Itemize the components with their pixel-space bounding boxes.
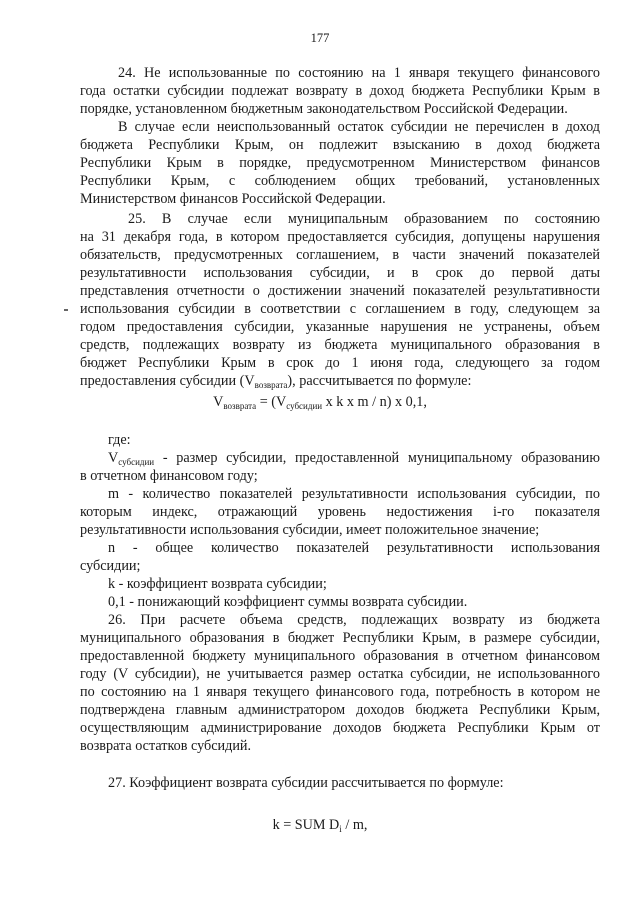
p25-line-3: обязательств, предусмотренных соглашением, в части значений показателей bbox=[80, 247, 600, 263]
p26-line-2: муниципального образования в бюджет Республики Крым, в размере субсидии, bbox=[80, 630, 600, 646]
def-01: 0,1 - понижающий коэффициент суммы возврата субсидии. bbox=[108, 594, 468, 610]
def-k: k - коэффициент возврата субсидии; bbox=[108, 576, 327, 592]
def-m-line-3: результативности использования субсидии, имеет положительное значение; bbox=[80, 522, 540, 538]
p26-line-4: году (V субсидии), не учитывается размер остатка субсидии, не использованного bbox=[80, 666, 600, 682]
p25-line-4: результативности использования субсидии, и в срок до первой даты bbox=[80, 265, 600, 281]
def-v-line-2: в отчетном финансовом году; bbox=[80, 468, 258, 484]
def-v-line-1: $V_{субсидии}$ - размер субсидии, предоставленной муниципальному образованию bbox=[108, 450, 600, 467]
def-n-line-1: n - общее количество показателей результативности использования bbox=[108, 540, 600, 556]
p25-line-7: годом предоставления субсидии, указанные нарушения не устранены, объем bbox=[80, 319, 600, 335]
p26-line-7: осуществляющим администрирование доходов бюджета Республики Крым от bbox=[80, 720, 600, 736]
p26-line-6: подтверждена главным администратором доходов бюджета Республики Крым, bbox=[80, 702, 600, 718]
p25-line-10: предоставления субсидии $(V_{возврата})$, рассчитывается по формуле: bbox=[80, 373, 472, 390]
p25-line-9: бюджет Республики Крым в срок до 1 июня года, следующего за годом bbox=[80, 355, 600, 371]
p24b-line-2: бюджета Республики Крым, он подлежит взысканию в доход бюджета bbox=[80, 137, 600, 153]
p26-line-5: по состоянию на 1 января текущего финансового года, потребность в котором не bbox=[80, 684, 600, 700]
p24-line-1: 24. Не использованные по состоянию на 1 января текущего финансового bbox=[118, 65, 600, 81]
p26-line-1: 26. При расчете объема средств, подлежащих возврату из бюджета bbox=[108, 612, 600, 628]
p25-line-1: 25. В случае если муниципальным образованием по состоянию bbox=[128, 211, 600, 227]
p24b-line-1: В случае если неиспользованный остаток субсидии не перечислен в доход bbox=[118, 119, 600, 135]
margin-mark bbox=[64, 309, 68, 311]
p24-line-2: года остатки субсидии подлежат возврату в доход бюджета Республики Крым в bbox=[80, 83, 600, 99]
p24b-line-5: Министерством финансов Российской Федерации. bbox=[80, 191, 386, 207]
def-m-line-1: m - количество показателей результативности использования субсидии, по bbox=[108, 486, 600, 502]
def-m-line-2: которым индекс, отражающий уровень недостижения i-го показателя bbox=[80, 504, 600, 520]
p26-line-8: возврата остатков субсидий. bbox=[80, 738, 252, 754]
formula-coefficient: k = SUM $D_i$ / m, bbox=[272, 817, 368, 834]
p24b-line-4: Республики Крым, с соблюдением общих требований, установленных bbox=[80, 173, 600, 189]
where-label: где: bbox=[108, 432, 131, 448]
p26-line-3: предоставленной бюджету муниципального образования в отчетном финансовом bbox=[80, 648, 600, 664]
p25-line-2: на 31 декабря года, в котором предоставляется субсидия, допущены нарушения bbox=[80, 229, 600, 245]
def-n-line-2: субсидии; bbox=[80, 558, 141, 574]
p25-line-6: использования субсидии в соответствии с соглашением в году, следующем за bbox=[80, 301, 600, 317]
p24b-line-3: Республики Крым в порядке, предусмотренном Министерством финансов bbox=[80, 155, 600, 171]
page-number: 177 bbox=[310, 31, 330, 45]
formula-return-volume: $V_{возврата} = (V_{субсидии}$ x k x m / n) x 0,1, bbox=[213, 394, 427, 411]
p25-line-5: представления отчетности о достижении значений показателей результативности bbox=[80, 283, 600, 299]
p25-line-8: средств, подлежащих возврату из бюджета муниципального образования в bbox=[80, 337, 600, 353]
p27: 27. Коэффициент возврата субсидии рассчитывается по формуле: bbox=[108, 775, 504, 791]
p24-line-3: порядке, установленном бюджетным законодательством Российской Федерации. bbox=[80, 101, 568, 117]
